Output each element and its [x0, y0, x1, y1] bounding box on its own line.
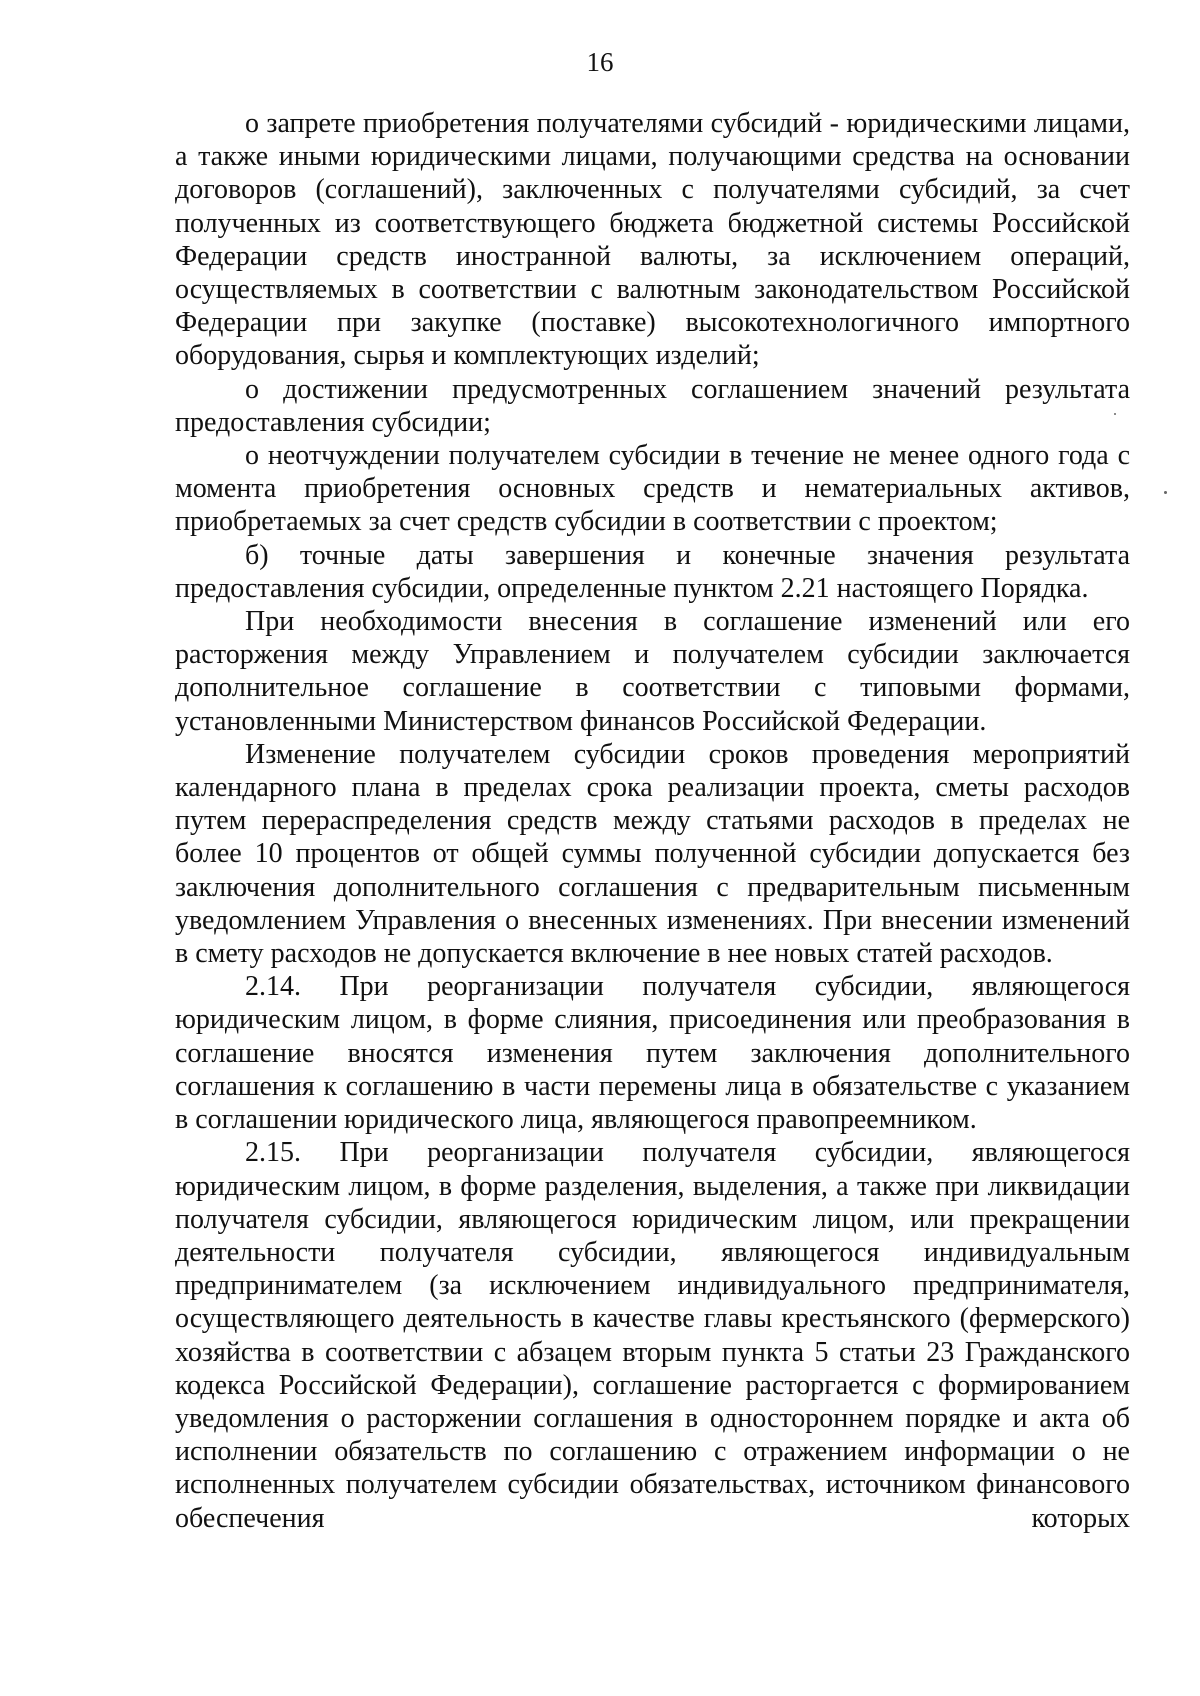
page-number	[0, 44, 1200, 80]
paragraph-section-2-15: 2.15. При реорганизации получателя субсидии, являющегося юридическим лицом, в форме разделения, выделения, а также при ликвидации получателя субсидии, являющегося юридическим лицом, или прекращении деятельности получателя субсидии, являющегося индивидуальным предпринимателем (за исключением индивидуального предпринимателя, осуществляющего деятельность в качестве главы крестьянского (фермерского) хозяйства в соответствии с абзацем вторым пункта 5 статьи 23 Гражданского кодекса Российской Федерации), соглашение расторгается с формированием уведомления о расторжении соглашения в одностороннем порядке и акта об исполнении обязательств по соглашению с отражением информации о не исполненных получателем субсидии обязательствах, источником финансового обеспечения которых	[175, 1137, 1130, 1534]
paragraph-exact-dates: б) точные даты завершения и конечные значения результата предоставления субсидии, определенные пунктом 2.21 настоящего Порядка.	[175, 539, 1130, 604]
paragraph-currency-ban: о запрете приобретения получателями субсидий - юридическими лицами, а также иными юридическими лицами, получающими средства на основании договоров (соглашений), заключенных с получателями субсидий, за счет полученных из соответствующего бюджета бюджетной системы Российской Федерации средств иностранной валюты, за исключением операций, осуществляемых в соответствии с валютным законодательством Российской Федерации при закупке (поставке) высокотехнологичного импортного оборудования, сырья и комплектующих изделий;	[175, 108, 1130, 372]
paragraph-non-alienation: о неотчуждении получателем субсидии в течение не менее одного года с момента приобретения основных средств и нематериальных активов, приобретаемых за счет средств субсидии в соответствии с проектом;	[175, 440, 1130, 538]
scan-speck	[1114, 413, 1116, 415]
paragraph-result-achievement: о достижении предусмотренных соглашением значений результата предоставления субсидии;	[175, 373, 1130, 438]
paragraph-agreement-changes: При необходимости внесения в соглашение изменений или его расторжения между Управлением и получателем субсидии заключается дополнительное соглашение в соответствии с типовыми формами, установленными Министерством финансов Российской Федерации.	[175, 606, 1130, 737]
paragraph-schedule-changes: Изменение получателем субсидии сроков проведения мероприятий календарного плана в пределах срока реализации проекта, сметы расходов путем перераспределения средств между статьями расходов в пределах не более 10 процентов от общей суммы полученной субсидии допускается без заключения дополнительного соглашения с предварительным письменным уведомлением Управления о внесенных изменениях. При внесении изменений в смету расходов не допускается включение в нее новых статей расходов.	[175, 738, 1130, 970]
page-number-text: 16	[586, 47, 614, 77]
document-body	[175, 107, 1130, 1535]
scan-speck	[1164, 491, 1167, 494]
paragraph-section-2-14: 2.14. При реорганизации получателя субсидии, являющегося юридическим лицом, в форме слияния, присоединения или преобразования в соглашение вносятся изменения путем заключения дополнительного соглашения к соглашению в части перемены лица в обязательстве с указанием в соглашении юридического лица, являющегося правопреемником.	[175, 971, 1130, 1136]
